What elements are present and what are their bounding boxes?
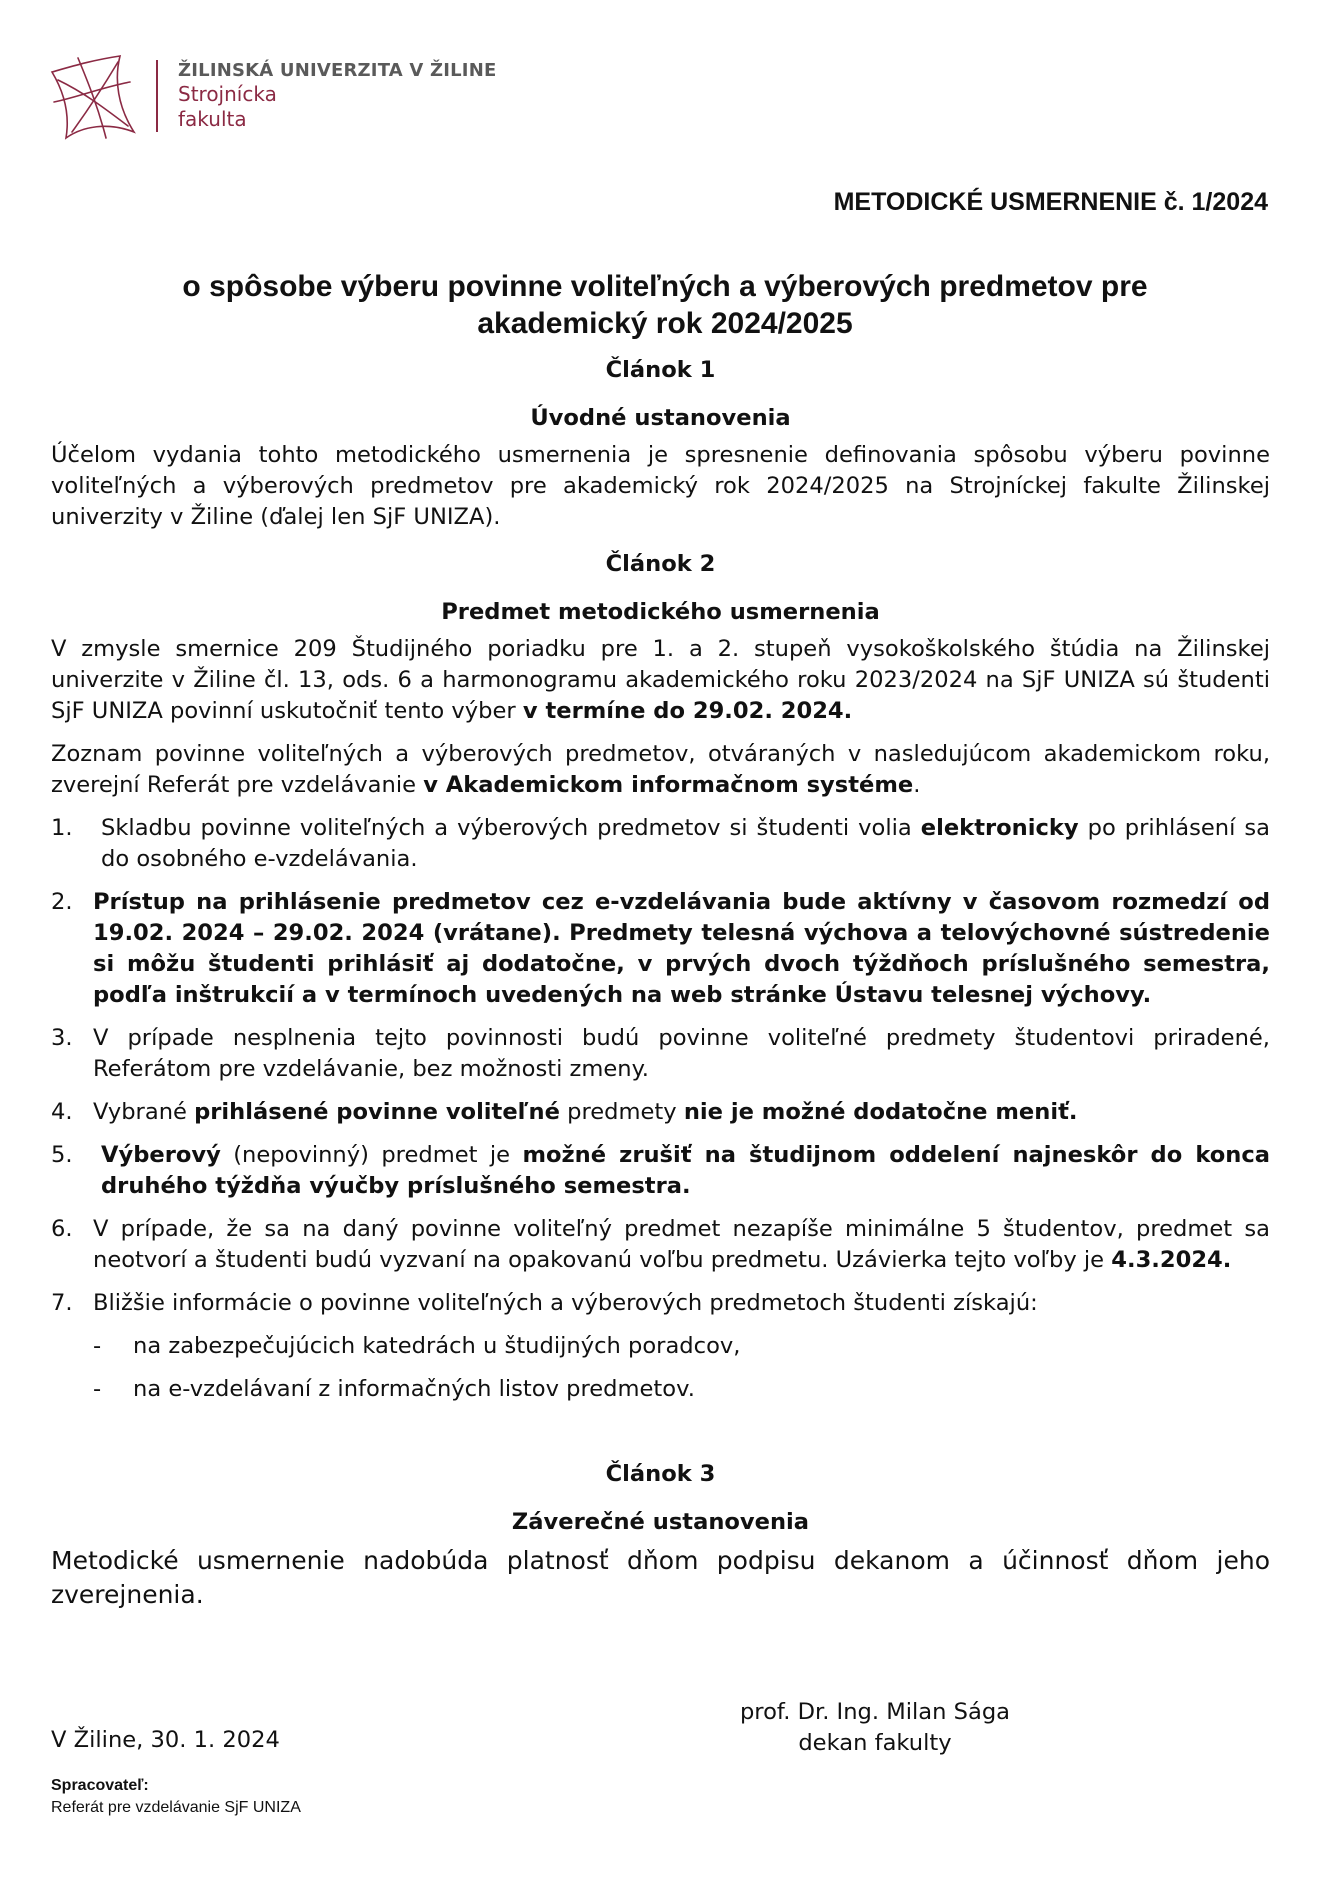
processor-label: Spracovateľ: [51, 1777, 149, 1794]
faculty-line-2: fakulta [178, 107, 247, 131]
list-item [51, 813, 1270, 875]
dash-bullet: - [93, 1376, 102, 1402]
logo-text [178, 60, 496, 132]
sub-list-item [51, 1331, 1270, 1362]
list-number: 5. [51, 1142, 73, 1168]
item-text: (nepovinný) predmet je [220, 1142, 523, 1168]
list-item [51, 1288, 1270, 1319]
p1-deadline: v termíne do 29.02. 2024. [522, 698, 853, 724]
item-text: Vybrané [93, 1099, 195, 1125]
article-1-heading: Článok 1 [605, 357, 716, 383]
sub-list-item [51, 1374, 1270, 1405]
processor-name: Referát pre vzdelávanie SjF UNIZA [51, 1799, 301, 1816]
list-number: 7. [51, 1290, 73, 1316]
article-2-paragraph-1 [51, 634, 1270, 727]
item-text: po prihlásení sa do osobného e-vzdelávania. [101, 815, 1271, 872]
p1-text: V zmysle smernice 209 Študijného poriadku pre 1. a 2. stupeň vysokoškolského štúdia na Žilinskej univerzite v Žiline čl. 13, ods. 6 a harmonogramu akademického roku 2023/2024 na SjF UNIZA sú študenti SjF UNIZA povinní uskutočniť tento výber [51, 636, 1270, 724]
item-text: predmety [559, 1099, 684, 1125]
article-1-text: Účelom vydania tohto metodického usmernenia je spresnenie definovania spôsobu výberu povinne voliteľných a výberových predmetov pre akademický rok 2024/2025 na Strojníckej fakulte Žilinskej univerzity v Žiline (ďalej len SjF UNIZA). [51, 442, 1270, 530]
list-item [51, 1023, 1270, 1085]
article-2-subheading: Predmet metodického usmernenia [441, 599, 880, 625]
signature-block [710, 1697, 1040, 1759]
list-item [51, 887, 1270, 1011]
item-text: V prípade nesplnenia tejto povinnosti budú povinne voliteľné predmety študentovi priradené, Referátom pre vzdelávanie, bez možnosti zmeny. [93, 1025, 1270, 1082]
title-line-1: o spôsobe výberu povinne voliteľných a výberových predmetov pre [182, 270, 1148, 303]
article-2-paragraph-2 [51, 739, 1270, 801]
item-text: Skladbu povinne voliteľných a výberových predmetov si študenti volia [101, 815, 921, 841]
item-bold: možné zrušiť na študijnom oddelení najneskôr do konca druhého týždňa výučby príslušného semestra. [101, 1142, 1270, 1199]
item-bold: prihlásené povinne voliteľné [194, 1099, 560, 1125]
list-item [51, 1214, 1270, 1276]
article-2-heading: Článok 2 [605, 551, 716, 577]
item-bold: elektronicky [920, 815, 1079, 841]
item-bold: Výberový [101, 1142, 221, 1168]
signatory-name: prof. Dr. Ing. Milan Sága [739, 1699, 1011, 1725]
document-number: METODICKÉ USMERNENIE č. 1/2024 [833, 188, 1268, 216]
list-number: 1. [51, 815, 73, 841]
item-bold: nie je možné dodatočne meniť. [683, 1099, 1078, 1125]
p2-text: Zoznam povinne voliteľných a výberových predmetov, otváraných v nasledujúcom akademickom roku, zverejní Referát pre vzdelávanie [51, 741, 1270, 798]
university-logo-icon [48, 52, 138, 142]
logo-divider [156, 60, 158, 132]
list-number: 3. [51, 1025, 73, 1051]
title-line-2: akademický rok 2024/2025 [477, 307, 853, 340]
article-3-text: Metodické usmernenie nadobúda platnosť dňom podpisu dekanom a účinnosť dňom jeho zverejnenia. [51, 1546, 1270, 1609]
faculty-line-1: Strojnícka [178, 82, 277, 106]
university-name: ŽILINSKÁ UNIVERZITA V ŽILINE [178, 60, 497, 81]
rules-list [51, 813, 1270, 1319]
document-body [51, 355, 1270, 1612]
p2-end: . [913, 772, 921, 798]
list-number: 4. [51, 1099, 73, 1125]
signatory-role: dekan fakulty [798, 1730, 952, 1756]
sub-item-text: na zabezpečujúcich katedrách u študijných poradcov, [133, 1333, 741, 1359]
dash-bullet: - [93, 1333, 102, 1359]
document-title [60, 268, 1270, 342]
item-text: Bližšie informácie o povinne voliteľných a výberových predmetoch študenti získajú: [93, 1290, 1038, 1316]
list-number: 2. [51, 889, 73, 915]
article-1-subheading: Úvodné ustanovenia [530, 405, 791, 431]
processor-block [51, 1775, 301, 1819]
list-item [51, 1097, 1270, 1128]
place-and-date: V Žiline, 30. 1. 2024 [51, 1727, 280, 1753]
item-bold: 4.3.2024. [1111, 1247, 1232, 1273]
item-text: V prípade, že sa na daný povinne voliteľný predmet nezapíše minimálne 5 študentov, predmet sa neotvorí a študenti budú vyzvaní na opakovanú voľbu predmetu. Uzávierka tejto voľby je [93, 1216, 1270, 1273]
sub-item-text: na e-vzdelávaní z informačných listov predmetov. [133, 1376, 695, 1402]
list-item [51, 1140, 1270, 1202]
article-3-heading: Článok 3 [605, 1461, 716, 1487]
article-3-subheading: Záverečné ustanovenia [511, 1509, 810, 1535]
p2-system: v Akademickom informačnom systéme [423, 772, 914, 798]
list-number: 6. [51, 1216, 73, 1242]
item-bold: Prístup na prihlásenie predmetov cez e-vzdelávania bude aktívny v časovom rozmedzí od 19.02. 2024 – 29.02. 2024 (vrátane). Predmety telesná výchova a telovýchovné sústredenie si môžu študenti prihlásiť aj dodatočne, v prvých dvoch týždňoch príslušného semestra, podľa inštrukcií a v termínoch uvedených na web stránke Ústavu telesnej výchovy. [93, 889, 1270, 1008]
